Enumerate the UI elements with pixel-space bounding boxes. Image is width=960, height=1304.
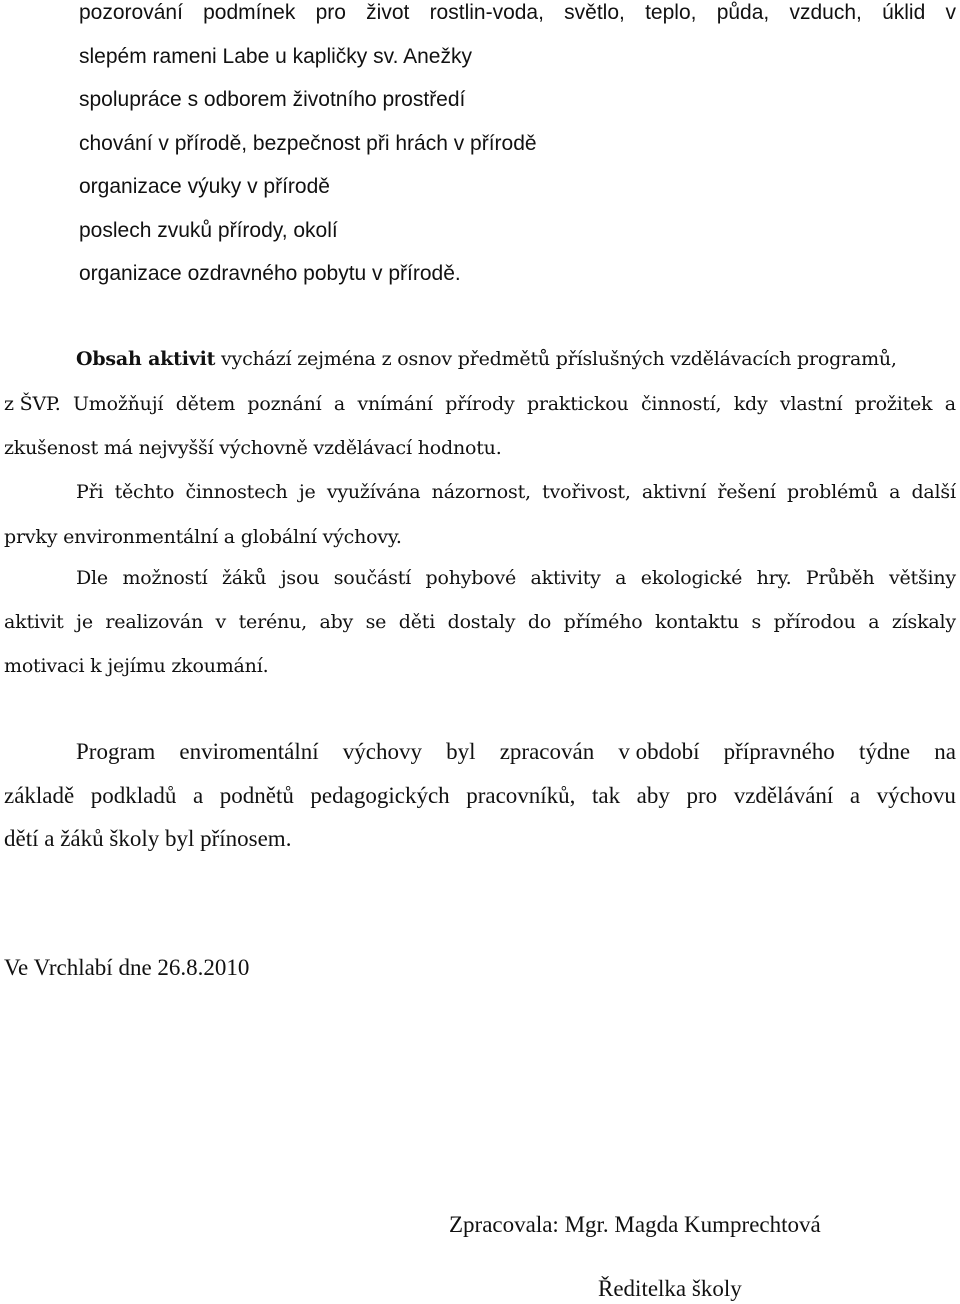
word: aby: [636, 783, 670, 808]
word: a: [192, 783, 204, 808]
word: vzdělávání: [733, 783, 834, 808]
word: úklid: [882, 1, 926, 24]
word: v období: [618, 739, 700, 764]
word: a: [944, 393, 956, 415]
word: týdne: [858, 739, 911, 764]
word: tvořivost,: [542, 481, 631, 503]
word: je: [298, 481, 316, 503]
word: získaly: [891, 611, 956, 633]
word: se: [365, 611, 387, 633]
word: možností: [122, 567, 208, 589]
paragraph-line: [76, 344, 897, 374]
word: Průběh: [805, 567, 875, 589]
word: v: [215, 611, 227, 633]
word: využívána: [326, 481, 421, 503]
list-item: [79, 0, 956, 35]
word: tak: [592, 783, 621, 808]
word: aktivit: [4, 611, 64, 633]
word: a: [889, 481, 901, 503]
word: přírody: [445, 393, 515, 415]
word: těchto: [114, 481, 175, 503]
word: základě: [4, 783, 75, 808]
word: Umožňují: [72, 393, 164, 415]
word: dětem: [175, 393, 236, 415]
word: většiny: [888, 567, 956, 589]
word: děti: [398, 611, 436, 633]
word: z ŠVP.: [4, 393, 61, 415]
list-item: chování v přírodě, bezpečnost při hrách v přírodě: [79, 131, 537, 155]
paragraph-line: [4, 781, 956, 811]
paragraph-line: [76, 737, 956, 767]
word: enviromentální: [179, 739, 319, 764]
word: poznání: [247, 393, 322, 415]
word: další: [911, 481, 956, 503]
paragraph-line: dětí a žáků školy byl přínosem.: [4, 826, 292, 851]
word: a: [849, 783, 861, 808]
line-text: vychází zejména z osnov předmětů příslušných vzdělávacích programů,: [215, 348, 897, 370]
word: vlastní: [779, 393, 843, 415]
paragraph-line: [76, 563, 956, 593]
paragraph-line: [76, 477, 956, 507]
word: a: [333, 393, 346, 415]
word: podmínek: [203, 1, 296, 24]
headmistress-signature-line: Ředitelka školy: [598, 1276, 742, 1301]
list-item: organizace výuky v přírodě: [79, 175, 330, 198]
word: Při: [76, 481, 104, 503]
paragraph-line: zkušenost má nejvyšší výchovně vzdělávací hodnotu.: [4, 437, 502, 459]
word: vnímání: [357, 393, 433, 415]
word: Dle: [76, 567, 108, 589]
word: je: [76, 611, 93, 633]
word: podkladů: [90, 783, 177, 808]
activity-list: [79, 0, 956, 305]
word: do: [527, 611, 552, 633]
word: pro: [686, 783, 718, 808]
word: pohybové: [425, 567, 517, 589]
paragraph-line: prvky environmentální a globální výchovy.: [4, 526, 402, 548]
word: pracovníků,: [466, 783, 576, 808]
word: kdy: [733, 393, 768, 415]
word: půda,: [716, 1, 770, 24]
word: žáků: [221, 567, 267, 589]
word: rostlin-voda,: [429, 1, 544, 24]
place-date: Ve Vrchlabí dne 26.8.2010: [4, 955, 250, 980]
word: světlo,: [564, 1, 625, 24]
word: a: [615, 567, 627, 589]
word: Program: [76, 739, 156, 764]
word: zpracován: [499, 739, 595, 764]
word: přípravného: [723, 739, 835, 764]
word: byl: [446, 739, 476, 764]
word: vzduch,: [789, 1, 862, 24]
word: výchovy: [342, 739, 422, 764]
word: řešení: [717, 481, 776, 503]
word: součástí: [333, 567, 412, 589]
word: aktivity: [530, 567, 601, 589]
word: terénu,: [238, 611, 307, 633]
word: názornost,: [431, 481, 531, 503]
word: jsou: [280, 567, 320, 589]
word: přírodou: [773, 611, 856, 633]
word: činnostech: [185, 481, 288, 503]
word: přímého: [563, 611, 643, 633]
word: výchovu: [876, 783, 956, 808]
paragraph-line: motivaci k jejímu zkoumání.: [4, 655, 269, 677]
word: pro: [315, 1, 346, 24]
paragraph-line: [4, 607, 956, 637]
word: hry.: [756, 567, 792, 589]
word: prožitek: [854, 393, 933, 415]
bold-lead: Obsah aktivit: [76, 348, 216, 370]
word: na: [934, 739, 956, 764]
word: dostaly: [447, 611, 516, 633]
word: teplo,: [645, 1, 697, 24]
word: problémů: [787, 481, 878, 503]
list-item: organizace ozdravného pobytu v přírodě.: [79, 262, 461, 285]
word: aby: [319, 611, 354, 633]
word: život: [366, 1, 410, 24]
paragraph-line: [4, 389, 956, 419]
word: pozorování: [79, 1, 183, 24]
word: podnětů: [219, 783, 294, 808]
word: aktivní: [641, 481, 707, 503]
word: pedagogických: [310, 783, 450, 808]
word: s: [751, 611, 762, 633]
word: činností,: [640, 393, 722, 415]
word: ekologické: [640, 567, 743, 589]
prepared-by: Zpracovala: Mgr. Magda Kumprechtová: [449, 1212, 821, 1237]
list-item: slepém rameni Labe u kapličky sv. Anežky: [79, 44, 472, 68]
list-item: spolupráce s odborem životního prostředí: [79, 88, 466, 111]
list-item: poslech zvuků přírody, okolí: [79, 218, 338, 242]
word: kontaktu: [655, 611, 739, 633]
word: praktickou: [526, 393, 629, 415]
word: a: [868, 611, 880, 633]
word: v: [945, 1, 956, 24]
word: realizován: [105, 611, 203, 633]
